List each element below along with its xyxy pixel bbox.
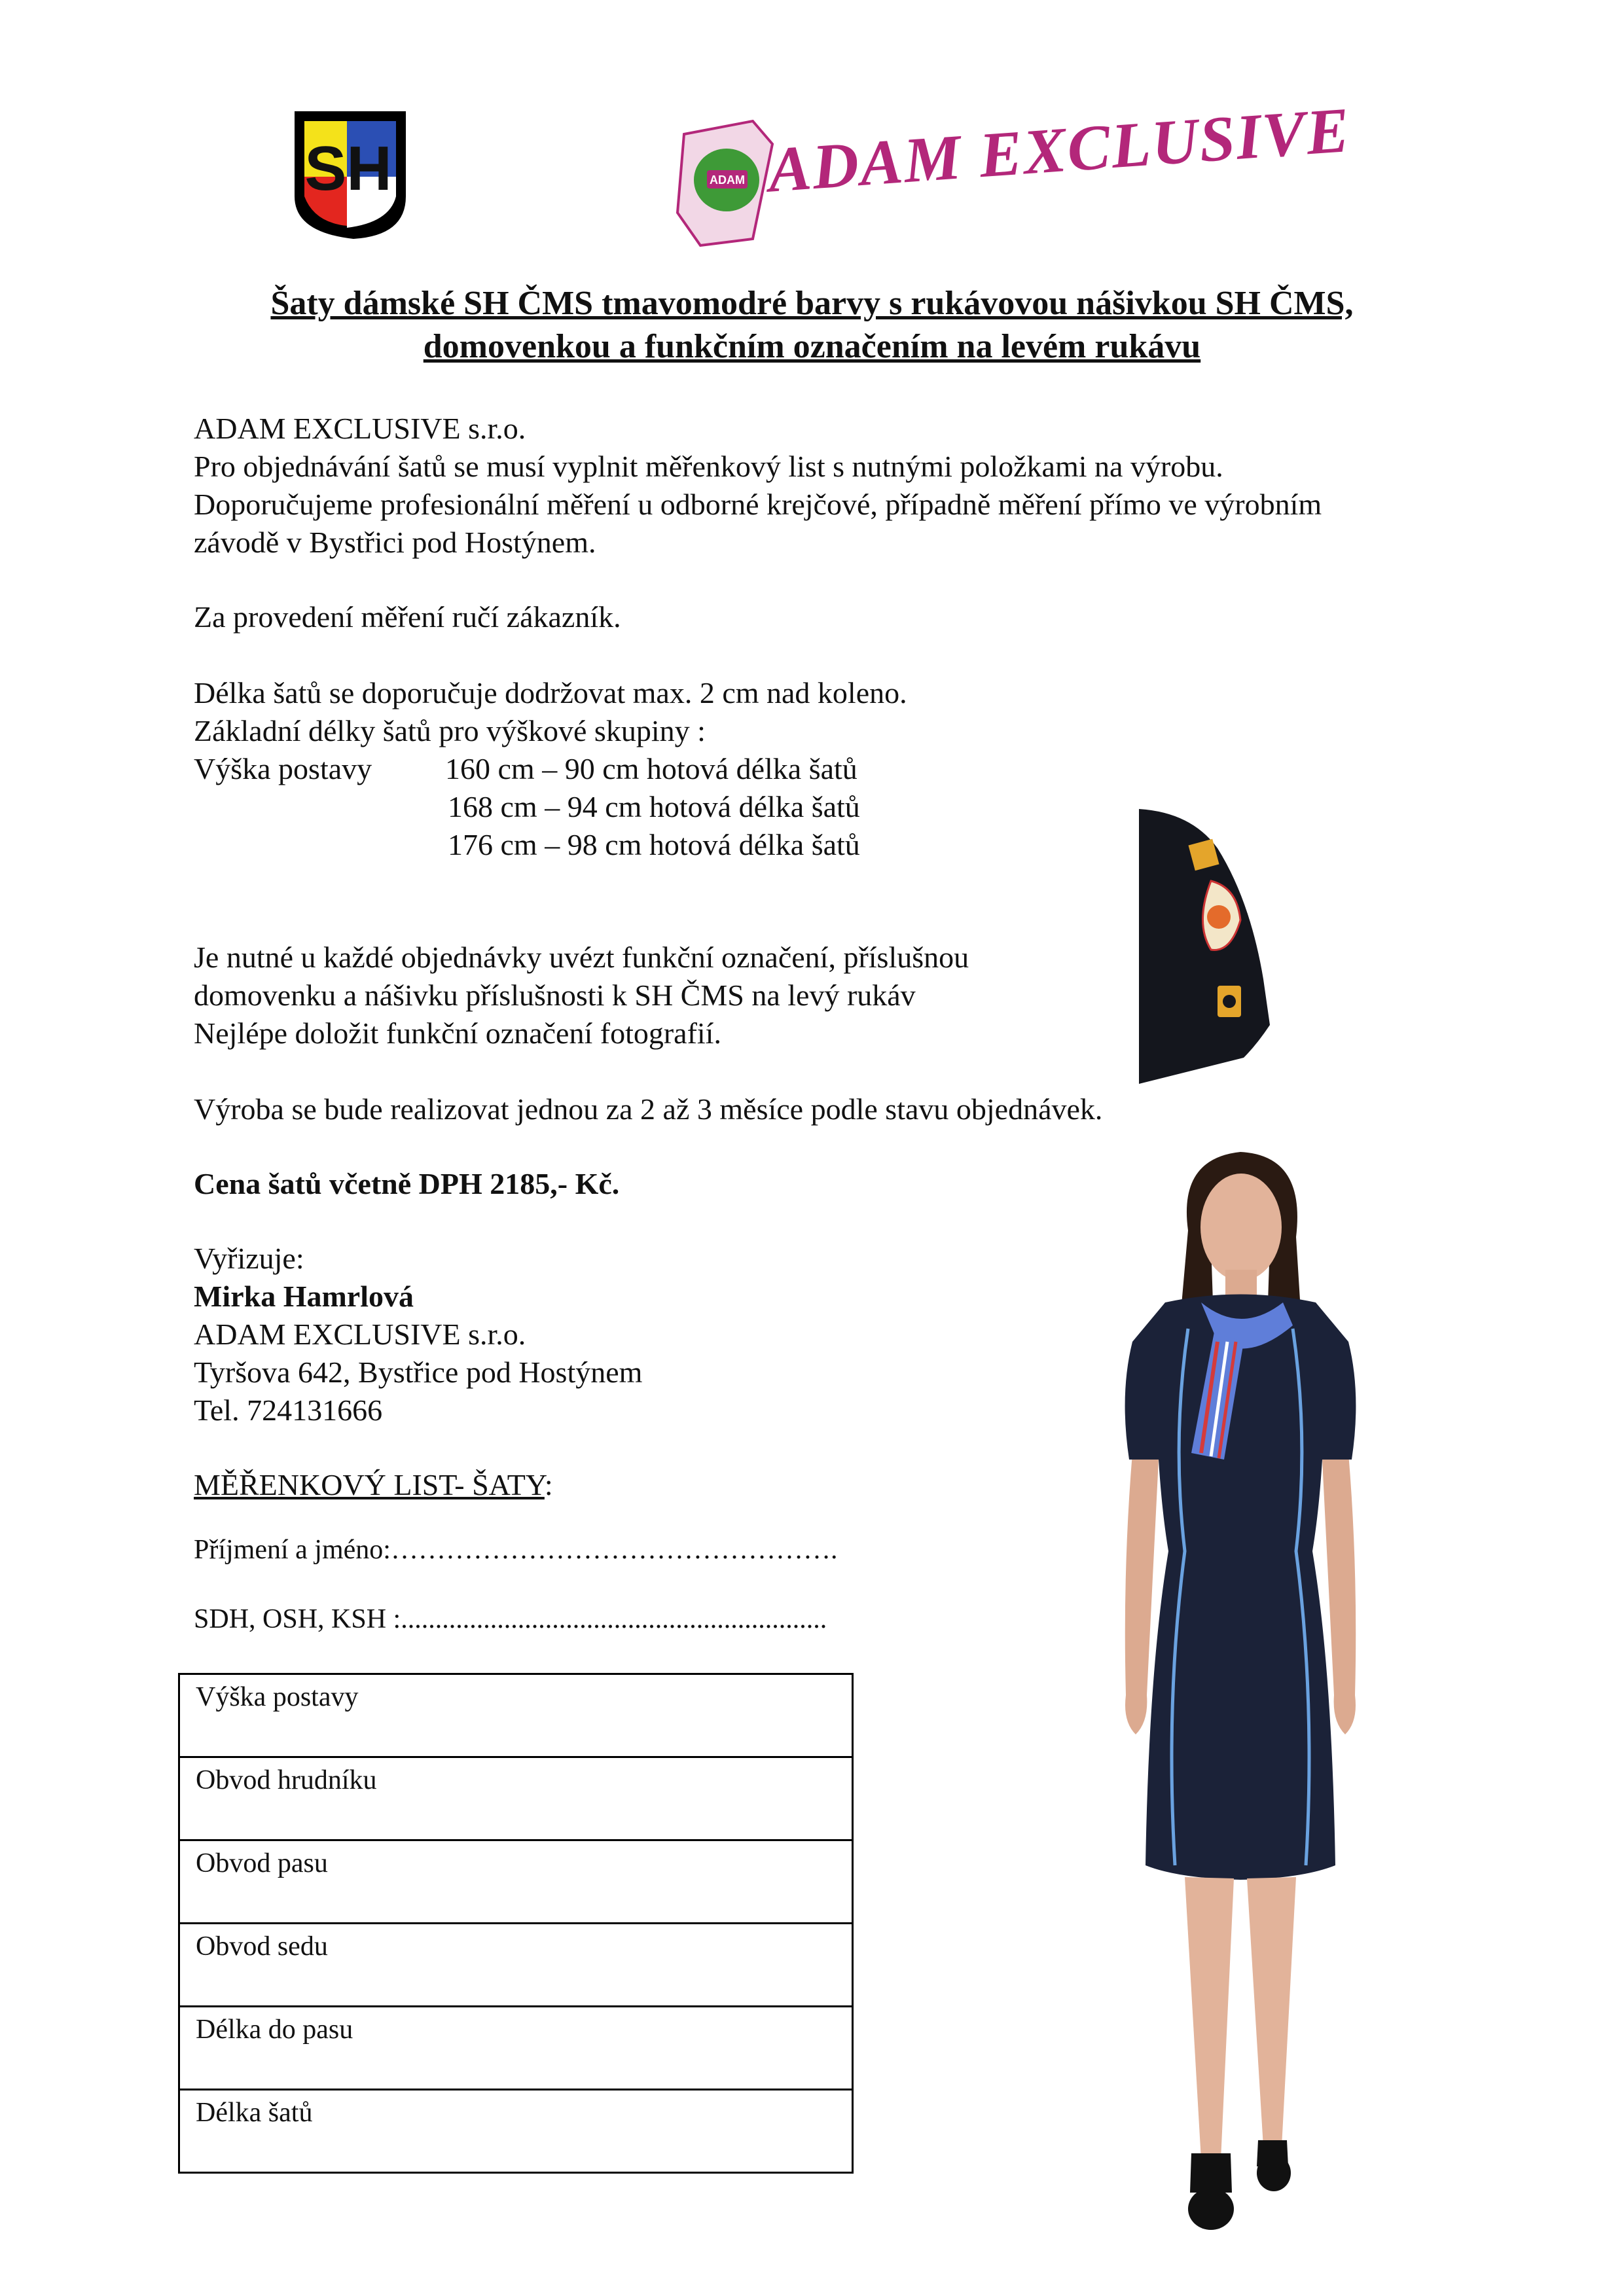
contact-name: Mirka Hamrlová xyxy=(194,1280,414,1313)
form-heading-colon: : xyxy=(544,1468,553,1501)
adam-exclusive-logo xyxy=(674,94,1381,259)
contact-heading: Vyřizuje: xyxy=(194,1242,304,1275)
intro-paragraph-1: Pro objednávání šatů se musí vyplnit měřenkový list s nutnými položkami na výrobu. xyxy=(194,450,1223,483)
measurement-cell[interactable]: Obvod hrudníku xyxy=(179,1757,853,1840)
length-row-176: 176 cm – 98 cm hotová délka šatů xyxy=(448,828,860,861)
measurement-cell[interactable]: Obvod sedu xyxy=(179,1924,853,2007)
form-heading xyxy=(194,1466,553,1504)
measurement-cell[interactable]: Délka do pasu xyxy=(179,2007,853,2090)
adam-exclusive-wordmark: ADAM EXCLUSIVE xyxy=(766,94,1353,206)
notice-line-1: Je nutné u každé objednávky uvézt funkční označení, příslušnou xyxy=(194,941,969,974)
table-row xyxy=(179,1757,853,1840)
form-heading-text: MĚŘENKOVÝ LIST- ŠATY xyxy=(194,1468,545,1501)
length-row-160: 160 cm – 90 cm hotová délka šatů xyxy=(445,752,857,785)
intro-paragraph-2b: závodě v Bystřici pod Hostýnem. xyxy=(194,526,596,559)
contact-phone: Tel. 724131666 xyxy=(194,1393,383,1427)
measurement-cell[interactable]: Výška postavy xyxy=(179,1674,853,1757)
document-title-line-1: Šaty dámské SH ČMS tmavomodré barvy s rukávovou nášivkou SH ČMS, xyxy=(270,285,1354,322)
length-row-168: 168 cm – 94 cm hotová délka šatů xyxy=(448,790,860,823)
notice-line-2: domovenku a nášivku příslušnosti k SH ČMS na levý rukáv xyxy=(194,978,916,1012)
measurement-table xyxy=(178,1673,854,2174)
notice-line-3: Nejlépe doložit funkční označení fotografií. xyxy=(194,1016,721,1050)
intro-paragraph-2a: Doporučujeme profesionální měření u odborné krejčové, případně měření přímo ve výrobním xyxy=(194,488,1322,521)
sh-letters: SH xyxy=(304,134,392,204)
price: Cena šatů včetně DPH 2185,- Kč. xyxy=(194,1167,620,1200)
model-dress-photo xyxy=(1087,1145,1394,2245)
length-recommendation: Délka šatů se doporučuje dodržovat max. 2 cm nad koleno. xyxy=(194,676,907,709)
name-field[interactable]: Příjmení a jméno:…………………………………………. xyxy=(194,1535,838,1565)
table-row xyxy=(179,1840,853,1924)
table-row xyxy=(179,1924,853,2007)
measurement-cell[interactable]: Délka šatů xyxy=(179,2090,853,2173)
sh-cms-logo-ring-text xyxy=(257,98,453,295)
length-groups-heading: Základní délky šatů pro výškové skupiny : xyxy=(194,714,706,747)
svg-text:ADAM: ADAM xyxy=(710,173,745,187)
contact-address: Tyršova 642, Bystřice pod Hostýnem xyxy=(194,1355,643,1389)
sleeve-patch-photo xyxy=(1139,809,1270,1084)
table-row xyxy=(179,1674,853,1757)
measurement-cell[interactable]: Obvod pasu xyxy=(179,1840,853,1924)
contact-company: ADAM EXCLUSIVE s.r.o. xyxy=(194,1318,526,1351)
measurement-guarantee: Za provedení měření ručí zákazník. xyxy=(194,600,621,634)
production-schedule: Výroba se bude realizovat jednou za 2 až 3 měsíce podle stavu objednávek. xyxy=(194,1092,1103,1126)
unit-field[interactable]: SDH, OSH, KSH :.............................................................. xyxy=(194,1604,827,1634)
intro-company: ADAM EXCLUSIVE s.r.o. xyxy=(194,412,526,445)
table-row xyxy=(179,2007,853,2090)
table-row xyxy=(179,2090,853,2173)
height-label: Výška postavy xyxy=(194,752,372,785)
document-title-line-2: domovenkou a funkčním označením na levém rukávu xyxy=(423,328,1201,365)
